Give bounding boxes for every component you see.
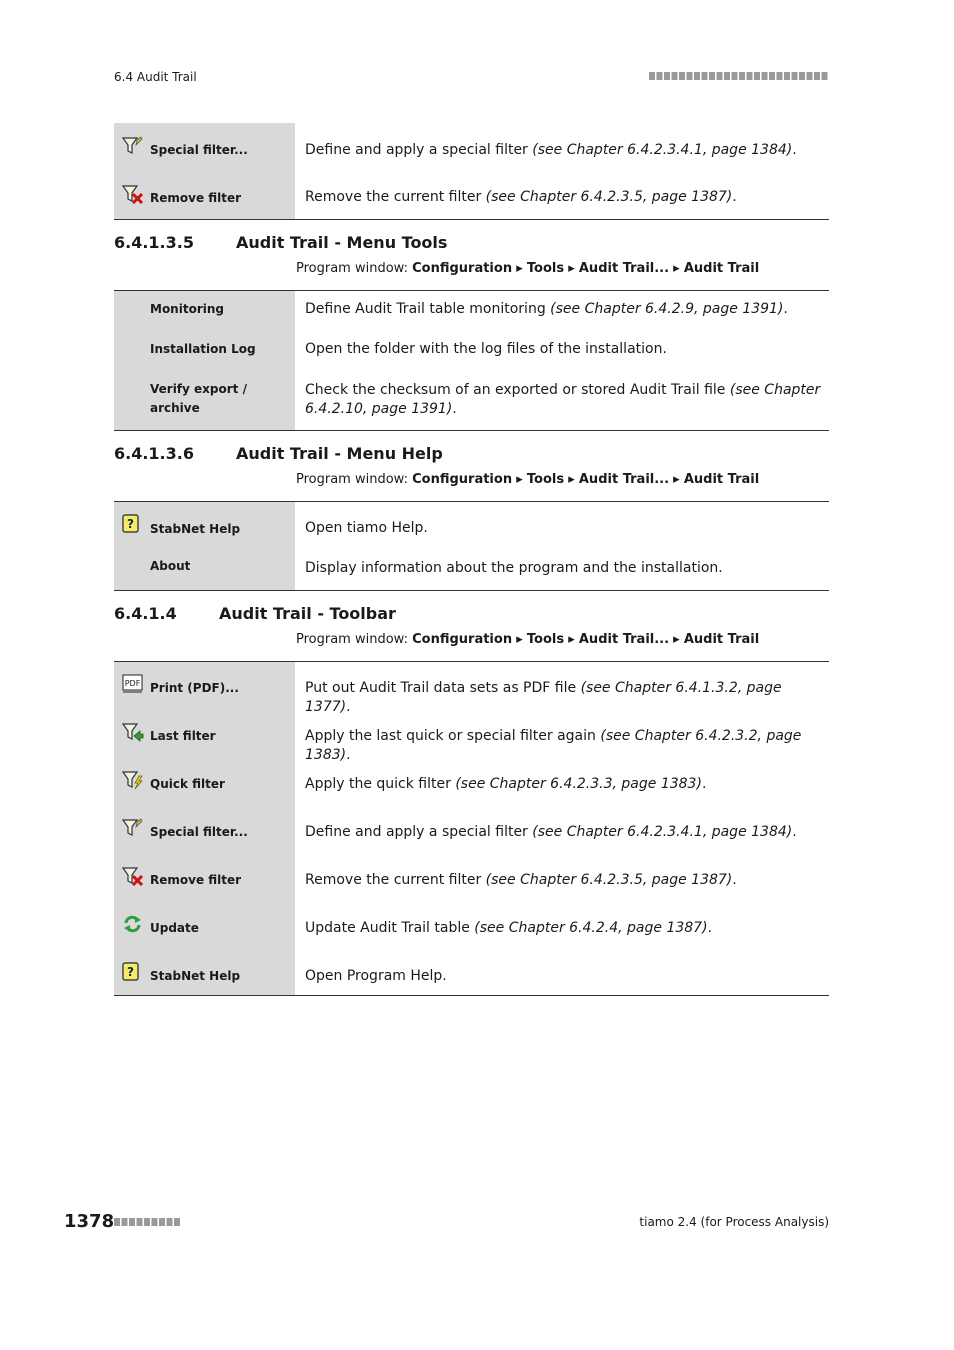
pdf-icon [122, 674, 144, 694]
table-row: Installation Log Open the folder with the log files of the installation. [114, 331, 829, 371]
table-row: Quick filter Apply the quick filter (see Chapter 6.4.2.3.3, page 1383). [114, 758, 829, 806]
section-number: 6.4.1.4 [114, 604, 177, 623]
svg-text:?: ? [127, 517, 134, 531]
menu-path: Program window: Configuration ▸ Tools ▸ Audit Trail... ▸ Audit Trail [296, 472, 760, 487]
table-row: ? StabNet Help Open Program Help. [114, 950, 829, 995]
table-row: Remove filter Remove the current filter (see Chapter 6.4.2.3.5, page 1387). [114, 171, 829, 219]
table-row: ? StabNet Help Open tiamo Help. [114, 502, 829, 549]
table-row: Last filter Apply the last quick or special filter again (see Chapter 6.4.2.3.2, page 1383). [114, 710, 829, 758]
term-label: StabNet Help [150, 969, 241, 983]
quick-filter-icon [122, 770, 144, 790]
term-label: Print (PDF)... [150, 681, 239, 695]
table-row: About Display information about the program and the installation. [114, 549, 829, 590]
page-number: 1378 [64, 1211, 115, 1232]
special-filter-icon [122, 818, 144, 838]
remove-filter-icon [122, 866, 144, 886]
table-row: Verify export / archive Check the checksum of an exported or stored Audit Trail file (see Chapter 6.4.2.10, page 1391). [114, 371, 829, 430]
header-decoration [649, 72, 829, 80]
section-title: Audit Trail - Toolbar [219, 604, 396, 623]
chapter-ref[interactable]: (see Chapter 6.4.2.3.2, page 1383) [305, 728, 802, 763]
running-header: 6.4 Audit Trail [114, 70, 197, 84]
term-label: Remove filter [150, 191, 242, 205]
help-menu-table [114, 501, 829, 591]
section-number: 6.4.1.3.5 [114, 233, 194, 252]
chapter-ref[interactable]: (see Chapter 6.4.2.3.5, page 1387) [485, 189, 733, 205]
chapter-ref[interactable]: (see Chapter 6.4.1.3.2, page 1377) [305, 680, 782, 715]
table-row: Special filter... Define and apply a special filter (see Chapter 6.4.2.3.4.1, page 1384). [114, 806, 829, 854]
term-label: About [150, 559, 191, 573]
term-label: Special filter... [150, 825, 248, 839]
special-filter-icon [122, 136, 144, 156]
term-label: Verify export / [150, 382, 247, 396]
product-name: tiamo 2.4 (for Process Analysis) [639, 1215, 829, 1229]
svg-text:PDF: PDF [124, 679, 141, 688]
section-title: Audit Trail - Menu Help [236, 444, 443, 463]
remove-filter-icon [122, 184, 144, 204]
chapter-ref[interactable]: 6.4.2.10, page 1391) [305, 401, 453, 417]
help-icon [122, 514, 144, 534]
term-label: Quick filter [150, 777, 225, 791]
svg-text:?: ? [127, 965, 134, 979]
term-label: Update [150, 921, 199, 935]
table-row: Special filter... Define and apply a special filter (see Chapter 6.4.2.3.4.1, page 1384). [114, 123, 829, 171]
filter-table [114, 123, 829, 220]
chapter-ref[interactable]: (see Chapter 6.4.2.3.5, page 1387) [485, 872, 733, 888]
menu-path: Program window: Configuration ▸ Tools ▸ Audit Trail... ▸ Audit Trail [296, 632, 760, 647]
toolbar-table [114, 661, 829, 996]
table-row: Remove filter Remove the current filter (see Chapter 6.4.2.3.5, page 1387). [114, 854, 829, 902]
term-label: Special filter... [150, 143, 248, 157]
table-row: Monitoring Define Audit Trail table monitoring (see Chapter 6.4.2.9, page 1391). [114, 291, 829, 331]
term-label: StabNet Help [150, 522, 241, 536]
last-filter-icon [122, 722, 144, 742]
menu-path: Program window: Configuration ▸ Tools ▸ Audit Trail... ▸ Audit Trail [296, 261, 760, 276]
update-icon [122, 914, 144, 934]
chapter-ref[interactable]: (see Chapter 6.4.2.4, page 1387) [474, 920, 708, 936]
table-row: Update Update Audit Trail table (see Chapter 6.4.2.4, page 1387). [114, 902, 829, 950]
chapter-ref[interactable]: (see Chapter 6.4.2.3.4.1, page 1384) [532, 824, 793, 840]
term-label: archive [150, 401, 200, 415]
chapter-ref[interactable]: (see Chapter 6.4.2.3.3, page 1383) [455, 776, 702, 792]
term-label: Monitoring [150, 302, 224, 316]
table-row: PDF Print (PDF)... Put out Audit Trail data sets as PDF file (see Chapter 6.4.1.3.2, page 1377). [114, 662, 829, 710]
help-icon [122, 962, 144, 982]
chapter-ref[interactable]: (see Chapter 6.4.2.3.4.1, page 1384) [532, 142, 793, 158]
term-label: Installation Log [150, 342, 256, 356]
term-label: Last filter [150, 729, 216, 743]
term-label: Remove filter [150, 873, 242, 887]
tools-menu-table [114, 290, 829, 431]
section-number: 6.4.1.3.6 [114, 444, 194, 463]
section-title: Audit Trail - Menu Tools [236, 233, 448, 252]
chapter-ref[interactable]: (see Chapter 6.4.2.9, page 1391) [550, 301, 784, 317]
chapter-ref[interactable]: (see Chapter [729, 382, 821, 398]
footer-decoration [114, 1218, 181, 1226]
